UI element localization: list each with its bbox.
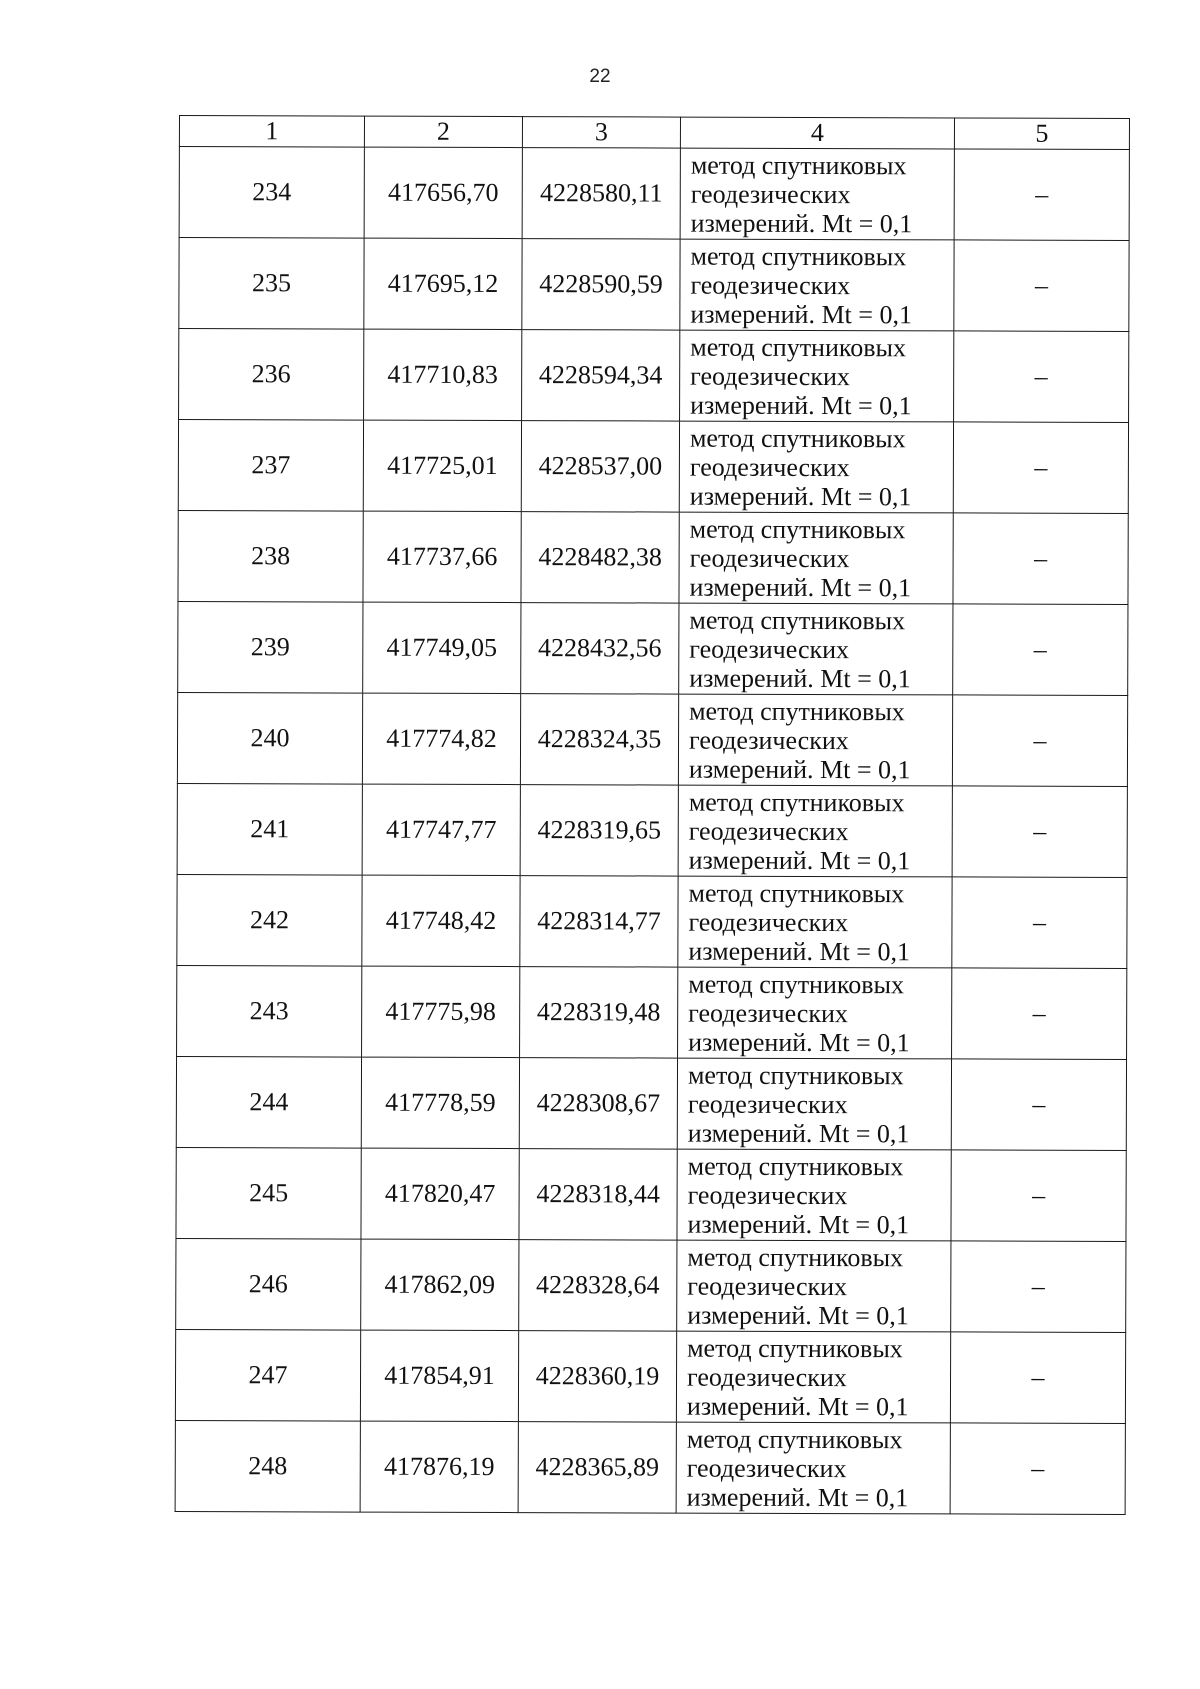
method-line: геодезических xyxy=(686,1453,847,1483)
page-number: 22 xyxy=(589,66,611,87)
note-cell: – xyxy=(953,422,1128,514)
point-number-cell: 238 xyxy=(178,510,363,602)
point-number-cell: 234 xyxy=(179,147,364,239)
method-line: геодезических xyxy=(688,725,849,755)
y-coordinate-cell: 4228432,56 xyxy=(521,603,679,694)
method-line: метод спутниковых xyxy=(688,878,905,908)
method-line: метод спутниковых xyxy=(689,423,906,453)
method-line: измерений. Mt = 0,1 xyxy=(688,754,911,784)
method-line: геодезических xyxy=(689,452,850,482)
point-number-cell: 240 xyxy=(177,692,362,784)
table-row xyxy=(177,692,1127,786)
method-line: геодезических xyxy=(687,1271,848,1301)
coordinates-table xyxy=(175,115,1130,1515)
x-coordinate-cell: 417737,66 xyxy=(363,511,521,602)
x-coordinate-cell: 417725,01 xyxy=(363,420,521,511)
method-line: метод спутниковых xyxy=(687,1151,904,1181)
method-cell xyxy=(679,603,953,695)
method-cell xyxy=(677,1149,951,1241)
table-row xyxy=(178,510,1128,604)
method-line: измерений. Mt = 0,1 xyxy=(688,936,911,966)
table-row xyxy=(178,420,1128,514)
method-cell xyxy=(676,1422,950,1514)
method-cell xyxy=(680,330,954,422)
table-header xyxy=(179,116,1129,150)
y-coordinate-cell: 4228360,19 xyxy=(518,1331,676,1422)
method-cell xyxy=(677,1240,951,1332)
method-line: геодезических xyxy=(689,634,850,664)
y-coordinate-cell: 4228594,34 xyxy=(522,330,680,421)
method-cell xyxy=(677,1058,951,1150)
note-cell: – xyxy=(952,786,1127,878)
y-coordinate-cell: 4228328,64 xyxy=(519,1240,677,1331)
table-row xyxy=(177,965,1127,1059)
method-line: геодезических xyxy=(686,1362,847,1392)
point-number-cell: 248 xyxy=(175,1420,360,1512)
method-line: измерений. Mt = 0,1 xyxy=(687,1300,909,1330)
note-cell: – xyxy=(953,513,1128,605)
method-line: метод спутниковых xyxy=(687,1060,904,1090)
x-coordinate-cell: 417695,12 xyxy=(364,238,522,329)
note-cell: – xyxy=(951,1059,1126,1151)
method-line: геодезических xyxy=(690,179,851,209)
method-line: измерений. Mt = 0,1 xyxy=(690,390,912,420)
method-line: метод спутниковых xyxy=(690,332,907,362)
x-coordinate-cell: 417862,09 xyxy=(361,1239,519,1330)
note-cell: – xyxy=(954,331,1129,423)
method-line: измерений. Mt = 0,1 xyxy=(687,1118,910,1148)
table-row xyxy=(177,874,1127,968)
y-coordinate-cell: 4228308,67 xyxy=(519,1058,677,1149)
note-cell: – xyxy=(954,149,1129,241)
method-line: метод спутниковых xyxy=(686,1424,903,1454)
y-coordinate-cell: 4228580,11 xyxy=(522,148,680,239)
method-line: измерений. Mt = 0,1 xyxy=(687,1209,910,1239)
method-line: измерений. Mt = 0,1 xyxy=(686,1482,909,1512)
note-cell: – xyxy=(952,695,1127,787)
table-row xyxy=(178,601,1128,695)
point-number-cell: 244 xyxy=(176,1056,361,1148)
header-col-1: 1 xyxy=(179,116,364,148)
header-col-3: 3 xyxy=(522,117,680,148)
x-coordinate-cell: 417747,77 xyxy=(362,784,520,875)
method-line: метод спутниковых xyxy=(687,1242,904,1272)
header-col-5: 5 xyxy=(954,118,1129,150)
x-coordinate-cell: 417656,70 xyxy=(364,147,522,238)
method-line: геодезических xyxy=(687,1089,848,1119)
header-row xyxy=(179,116,1129,150)
x-coordinate-cell: 417820,47 xyxy=(361,1148,519,1239)
y-coordinate-cell: 4228314,77 xyxy=(520,876,678,967)
method-line: измерений. Mt = 0,1 xyxy=(690,299,913,329)
x-coordinate-cell: 417749,05 xyxy=(363,602,521,693)
note-cell: – xyxy=(950,1332,1125,1424)
method-line: измерений. Mt = 0,1 xyxy=(689,481,912,511)
method-line: геодезических xyxy=(688,998,848,1028)
point-number-cell: 246 xyxy=(176,1238,361,1330)
x-coordinate-cell: 417854,91 xyxy=(360,1330,518,1421)
method-cell xyxy=(679,512,953,604)
method-line: измерений. Mt = 0,1 xyxy=(688,1027,910,1057)
method-line: метод спутниковых xyxy=(689,514,906,544)
x-coordinate-cell: 417778,59 xyxy=(361,1057,519,1148)
y-coordinate-cell: 4228482,38 xyxy=(521,512,679,603)
y-coordinate-cell: 4228324,35 xyxy=(520,694,678,785)
y-coordinate-cell: 4228537,00 xyxy=(521,421,679,512)
method-cell xyxy=(680,148,954,240)
table-row xyxy=(179,329,1129,423)
method-line: метод спутниковых xyxy=(690,150,907,180)
point-number-cell: 245 xyxy=(176,1147,361,1239)
method-cell xyxy=(680,239,954,331)
point-number-cell: 242 xyxy=(177,874,362,966)
method-line: геодезических xyxy=(687,1180,848,1210)
table-row xyxy=(176,1056,1126,1150)
table-row xyxy=(175,1420,1125,1514)
table-body xyxy=(175,147,1129,1515)
point-number-cell: 243 xyxy=(177,965,362,1057)
point-number-cell: 247 xyxy=(175,1329,360,1421)
x-coordinate-cell: 417710,83 xyxy=(364,329,522,420)
method-line: геодезических xyxy=(690,270,851,300)
x-coordinate-cell: 417774,82 xyxy=(362,693,520,784)
table-row xyxy=(179,238,1129,332)
method-cell xyxy=(679,421,953,513)
point-number-cell: 239 xyxy=(178,601,363,693)
point-number-cell: 237 xyxy=(178,420,363,512)
note-cell: – xyxy=(951,1241,1126,1333)
method-line: геодезических xyxy=(689,543,850,573)
y-coordinate-cell: 4228318,44 xyxy=(519,1149,677,1240)
method-line: геодезических xyxy=(690,361,850,391)
y-coordinate-cell: 4228590,59 xyxy=(522,239,680,330)
method-line: геодезических xyxy=(688,816,849,846)
method-line: метод спутниковых xyxy=(688,787,905,817)
method-line: измерений. Mt = 0,1 xyxy=(689,572,912,602)
table-row xyxy=(179,147,1129,241)
method-line: измерений. Mt = 0,1 xyxy=(689,663,911,693)
note-cell: – xyxy=(952,968,1127,1060)
table-row xyxy=(177,783,1127,877)
method-line: измерений. Mt = 0,1 xyxy=(690,208,913,238)
method-line: метод спутниковых xyxy=(688,969,905,999)
point-number-cell: 241 xyxy=(177,783,362,875)
method-cell xyxy=(678,785,952,877)
note-cell: – xyxy=(952,877,1127,969)
table-row xyxy=(176,1147,1126,1241)
table-row xyxy=(176,1238,1126,1332)
note-cell: – xyxy=(953,604,1128,696)
x-coordinate-cell: 417775,98 xyxy=(362,966,520,1057)
method-line: метод спутниковых xyxy=(687,1333,903,1363)
y-coordinate-cell: 4228365,89 xyxy=(518,1422,676,1513)
table-row xyxy=(175,1329,1125,1423)
point-number-cell: 236 xyxy=(179,329,364,421)
method-line: измерений. Mt = 0,1 xyxy=(688,845,911,875)
method-cell xyxy=(678,876,952,968)
header-col-4: 4 xyxy=(680,117,954,149)
y-coordinate-cell: 4228319,48 xyxy=(520,967,678,1058)
method-line: геодезических xyxy=(688,907,849,937)
method-cell xyxy=(676,1331,950,1423)
method-line: измерений. Mt = 0,1 xyxy=(686,1391,909,1421)
point-number-cell: 235 xyxy=(179,238,364,330)
note-cell: – xyxy=(950,1423,1125,1515)
method-line: метод спутниковых xyxy=(690,241,907,271)
method-cell xyxy=(678,967,952,1059)
x-coordinate-cell: 417876,19 xyxy=(360,1421,518,1512)
note-cell: – xyxy=(954,240,1129,332)
method-cell xyxy=(678,694,952,786)
header-col-2: 2 xyxy=(364,116,522,147)
method-line: метод спутниковых xyxy=(689,605,906,635)
method-line: метод спутниковых xyxy=(689,696,905,726)
x-coordinate-cell: 417748,42 xyxy=(362,875,520,966)
y-coordinate-cell: 4228319,65 xyxy=(520,785,678,876)
note-cell: – xyxy=(951,1150,1126,1242)
